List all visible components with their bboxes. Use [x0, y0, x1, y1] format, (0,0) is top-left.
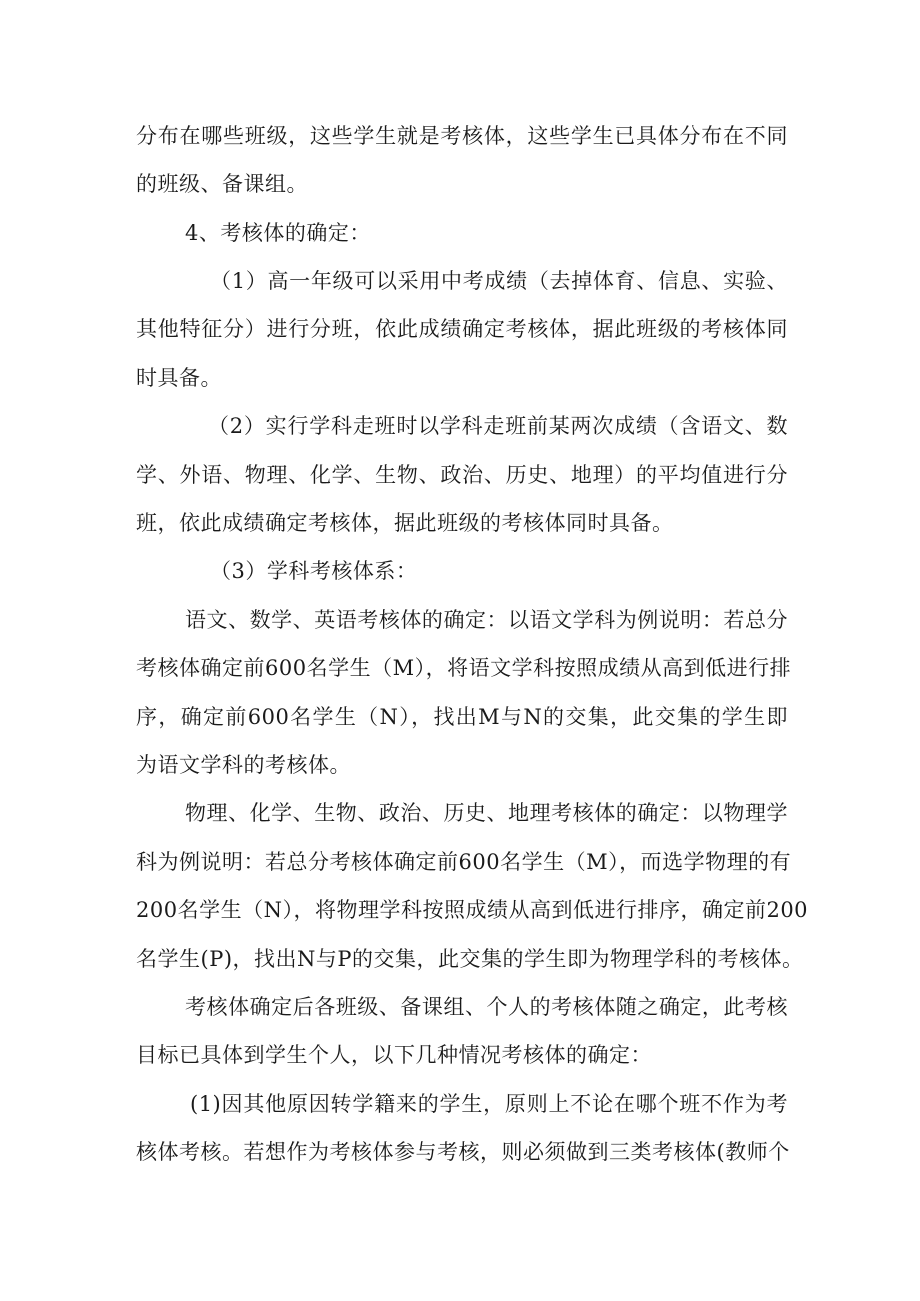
text-line: 分布在哪些班级，这些学生就是考核体，这些学生已具体分布在不同	[136, 124, 788, 148]
text-line: 科为例说明：若总分考核体确定前600名学生（M），而选学物理的有	[136, 850, 792, 874]
text-line: 200名学生（N），将物理学科按照成绩从高到低进行排序，确定前200	[136, 898, 809, 922]
text-line: 考核体确定后各班级、备课组、个人的考核体随之确定，此考核	[185, 995, 788, 1019]
text-line: (1)因其他原因转学籍来的学生，原则上不论在哪个班不作为考	[190, 1092, 788, 1116]
text-line: 班，依此成绩确定考核体，据此班级的考核体同时具备。	[136, 511, 674, 535]
text-line: 物理、化学、生物、政治、历史、地理考核体的确定：以物理学	[185, 801, 788, 825]
text-line: 学、外语、物理、化学、生物、政治、历史、地理）的平均值进行分	[136, 463, 788, 487]
text-line: 考核体确定前600名学生（M），将语文学科按照成绩从高到低进行排	[136, 656, 792, 680]
text-line: 其他特征分）进行分班，依此成绩确定考核体，据此班级的考核体同	[136, 317, 788, 341]
text-line: 名学生(P)，找出N与P的交集，此交集的学生即为物理学科的考核体。	[136, 947, 804, 971]
section-heading: （3）学科考核体系：	[210, 559, 418, 583]
text-line: 的班级、备课组。	[136, 172, 308, 196]
text-line: （2）实行学科走班时以学科走班前某两次成绩（含语文、数	[208, 414, 788, 438]
section-heading: 4、考核体的确定：	[185, 221, 371, 245]
text-line: 语文、数学、英语考核体的确定：以语文学科为例说明：若总分	[185, 608, 788, 632]
text-line: 时具备。	[136, 366, 222, 390]
text-line: 核体考核。若想作为考核体参与考核，则必须做到三类考核体(教师个	[136, 1140, 790, 1164]
text-line: 目标已具体到学生个人，以下几种情况考核体的确定：	[136, 1043, 652, 1067]
text-line: （1）高一年级可以采用中考成绩（去掉体育、信息、实验、	[210, 269, 788, 293]
text-line: 为语文学科的考核体。	[136, 753, 351, 777]
text-line: 序，确定前600名学生（N），找出M与N的交集，此交集的学生即	[136, 705, 788, 729]
